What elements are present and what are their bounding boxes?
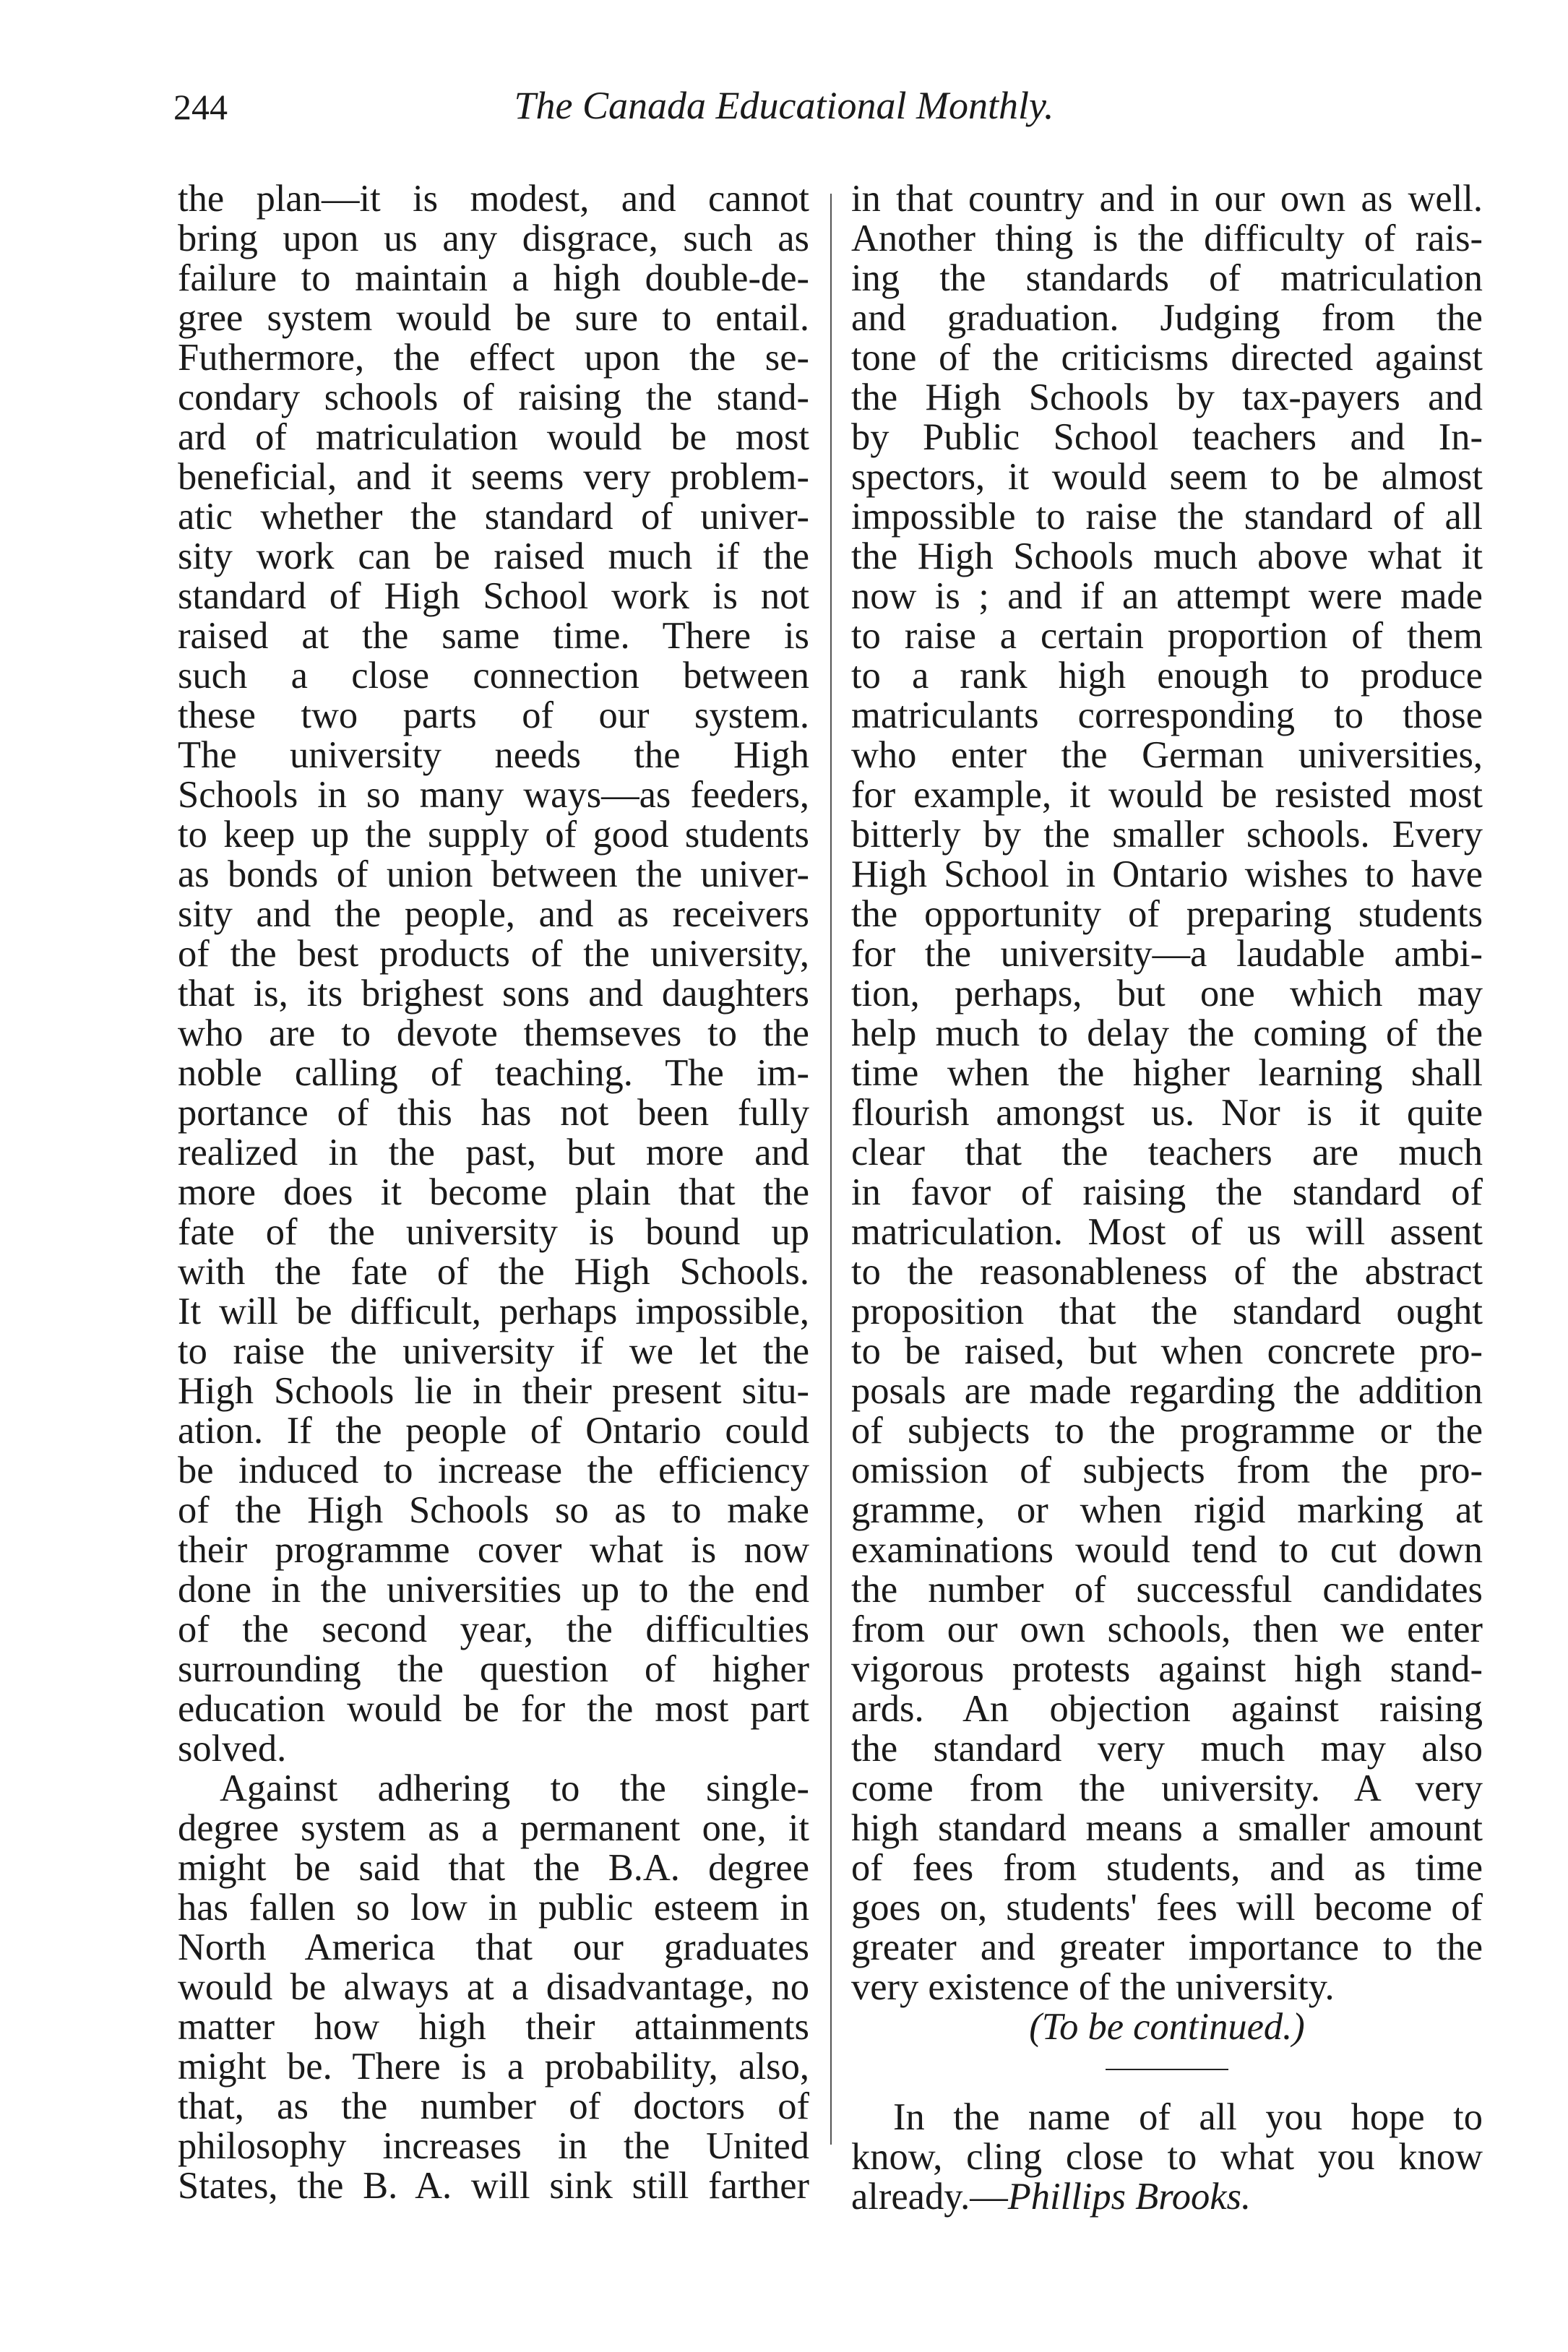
- text-line: It will be difficult, perhaps impossible,: [178, 1291, 809, 1332]
- text-line: fate of the university is bound up: [178, 1211, 809, 1253]
- text-line: solved.: [178, 1728, 287, 1770]
- text-line: education would be for the most part: [178, 1688, 809, 1730]
- closing-quote-last-line: [851, 2177, 1483, 2217]
- text-line: would be always at a disadvantage, no: [178, 1966, 809, 2008]
- text-line: now is ; and if an attempt were made: [851, 575, 1483, 617]
- text-line: examinations would tend to cut down: [851, 1529, 1483, 1571]
- text-line: of the second year, the difficulties: [178, 1608, 809, 1650]
- text-line: the opportunity of preparing students: [851, 893, 1483, 935]
- text-line: sity work can be raised much if the: [178, 535, 809, 577]
- text-line: impossible to raise the standard of all: [851, 496, 1483, 538]
- text-line: The university needs the High: [178, 734, 809, 776]
- text-line: ing the standards of matriculation: [851, 257, 1483, 299]
- text-line: and graduation. Judging from the: [851, 297, 1483, 339]
- text-line: standard of High School work is not: [178, 575, 809, 617]
- left-paragraph-1: [178, 179, 809, 1769]
- text-line: goes on, students' fees will become of: [851, 1887, 1483, 1929]
- text-line: be induced to increase the efficiency: [178, 1449, 809, 1491]
- text-line: the standard very much may also: [851, 1728, 1483, 1770]
- text-line: gree system would be sure to entail.: [178, 297, 809, 339]
- text-line: to raise a certain proportion of them: [851, 615, 1483, 657]
- text-line: bring upon us any disgrace, such as: [178, 217, 809, 259]
- text-line: States, the B. A. will sink still farther: [178, 2165, 809, 2207]
- text-line: noble calling of teaching. The im-: [178, 1052, 809, 1094]
- text-line: failure to maintain a high double-de-: [178, 257, 809, 299]
- text-line: of subjects to the programme or the: [851, 1410, 1483, 1452]
- text-line: Futhermore, the effect upon the se-: [178, 337, 809, 379]
- text-line: vigorous protests against high stand-: [851, 1648, 1483, 1690]
- text-line: the number of successful candidates: [851, 1569, 1483, 1611]
- text-line: surrounding the question of higher: [178, 1648, 809, 1690]
- text-line: who are to devote themseves to the: [178, 1012, 809, 1054]
- text-line: matriculants corresponding to those: [851, 694, 1483, 736]
- text-line: to a rank high enough to produce: [851, 655, 1483, 697]
- text-line: flourish amongst us. Nor is it quite: [851, 1092, 1483, 1134]
- text-line: North America that our graduates: [178, 1926, 809, 1968]
- text-line: ards. An objection against raising: [851, 1688, 1483, 1730]
- text-line: philosophy increases in the United: [178, 2125, 809, 2167]
- text-line: Schools in so many ways—as feeders,: [178, 774, 809, 816]
- text-line: that, as the number of doctors of: [178, 2085, 809, 2127]
- text-line: that is, its brighest sons and daughters: [178, 973, 809, 1015]
- text-line: the plan—it is modest, and cannot: [178, 178, 809, 220]
- text-line: matriculation. Most of us will assent: [851, 1211, 1483, 1253]
- text-line: to keep up the supply of good students: [178, 814, 809, 856]
- text-line: by Public School teachers and In-: [851, 416, 1483, 458]
- text-line: in favor of raising the standard of: [851, 1171, 1483, 1213]
- section-rule: [1106, 2069, 1228, 2070]
- text-line: realized in the past, but more and: [178, 1132, 809, 1173]
- text-line: degree system as a permanent one, it: [178, 1807, 809, 1849]
- running-title: The Canada Educational Monthly.: [514, 84, 1054, 127]
- text-line: proposition that the standard ought: [851, 1291, 1483, 1332]
- text-line: the High Schools much above what it: [851, 535, 1483, 577]
- text-line: these two parts of our system.: [178, 694, 809, 736]
- text-line: atic whether the standard of univer-: [178, 496, 809, 538]
- text-line: High School in Ontario wishes to have: [851, 853, 1483, 895]
- text-line: spectors, it would seem to be almost: [851, 456, 1483, 498]
- text-line: in that country and in our own as well.: [851, 178, 1483, 220]
- text-line: In the name of all you hope to: [893, 2096, 1483, 2138]
- text-line: done in the universities up to the end: [178, 1569, 809, 1611]
- text-line: the High Schools by tax-payers and: [851, 376, 1483, 418]
- text-line: as bonds of union between the univer-: [178, 853, 809, 895]
- closing-quote: [851, 2098, 1483, 2177]
- text-line: sity and the people, and as receivers: [178, 893, 809, 935]
- text-line: such a close connection between: [178, 655, 809, 697]
- right-column: [851, 179, 1483, 2217]
- text-line: might be. There is a probability, also,: [178, 2046, 809, 2088]
- text-line: their programme cover what is now: [178, 1529, 809, 1571]
- text-line: with the fate of the High Schools.: [178, 1251, 809, 1293]
- text-line: omission of subjects from the pro-: [851, 1449, 1483, 1491]
- text-line: beneficial, and it seems very problem-: [178, 456, 809, 498]
- text-line: come from the university. A very: [851, 1767, 1483, 1809]
- text-line: clear that the teachers are much: [851, 1132, 1483, 1173]
- text-line: condary schools of raising the stand-: [178, 376, 809, 418]
- text-line: gramme, or when rigid marking at: [851, 1489, 1483, 1531]
- text-line: very existence of the university.: [851, 1966, 1335, 2008]
- quote-attribution: Phillips Brooks.: [1007, 2176, 1252, 2218]
- text-line: posals are made regarding the addition: [851, 1370, 1483, 1412]
- continued-note: (To be continued.): [1029, 2006, 1305, 2048]
- text-line: tone of the criticisms directed against: [851, 337, 1483, 379]
- right-paragraph-1: [851, 179, 1483, 2007]
- text-line: has fallen so low in public esteem in: [178, 1887, 809, 1929]
- column-divider: [830, 194, 832, 2145]
- text-line: ard of matriculation would be most: [178, 416, 809, 458]
- text-line: from our own schools, then we enter: [851, 1608, 1483, 1650]
- text-line: might be said that the B.A. degree: [178, 1847, 809, 1889]
- text-line: time when the higher learning shall: [851, 1052, 1483, 1094]
- text-line: to the reasonableness of the abstract: [851, 1251, 1483, 1293]
- text-line: more does it become plain that the: [178, 1171, 809, 1213]
- text-line: tion, perhaps, but one which may: [851, 973, 1483, 1015]
- left-paragraph-2: [178, 1769, 809, 2206]
- text-line: for the university—a laudable ambi-: [851, 933, 1483, 975]
- quote-last-line-text: already.—: [851, 2176, 1008, 2218]
- text-line: ation. If the people of Ontario could: [178, 1410, 809, 1452]
- text-line: high standard means a smaller amount: [851, 1807, 1483, 1849]
- page-number: 244: [173, 87, 228, 127]
- left-column: [178, 179, 809, 2206]
- text-line: Another thing is the difficulty of rais-: [851, 217, 1483, 259]
- text-line: greater and greater importance to the: [851, 1926, 1483, 1968]
- text-line: of the best products of the university,: [178, 933, 809, 975]
- text-line: High Schools lie in their present situ-: [178, 1370, 809, 1412]
- text-line: know, cling close to what you know: [851, 2136, 1483, 2178]
- text-line: to be raised, but when concrete pro-: [851, 1330, 1483, 1372]
- text-line: of fees from students, and as time: [851, 1847, 1483, 1889]
- text-line: portance of this has not been fully: [178, 1092, 809, 1134]
- text-line: Against adhering to the single-: [220, 1767, 809, 1809]
- text-line: to raise the university if we let the: [178, 1330, 809, 1372]
- text-line: help much to delay the coming of the: [851, 1012, 1483, 1054]
- text-line: raised at the same time. There is: [178, 615, 809, 657]
- text-line: bitterly by the smaller schools. Every: [851, 814, 1483, 856]
- text-line: of the High Schools so as to make: [178, 1489, 809, 1531]
- text-line: matter how high their attainments: [178, 2006, 809, 2048]
- text-line: who enter the German universities,: [851, 734, 1483, 776]
- text-line: for example, it would be resisted most: [851, 774, 1483, 816]
